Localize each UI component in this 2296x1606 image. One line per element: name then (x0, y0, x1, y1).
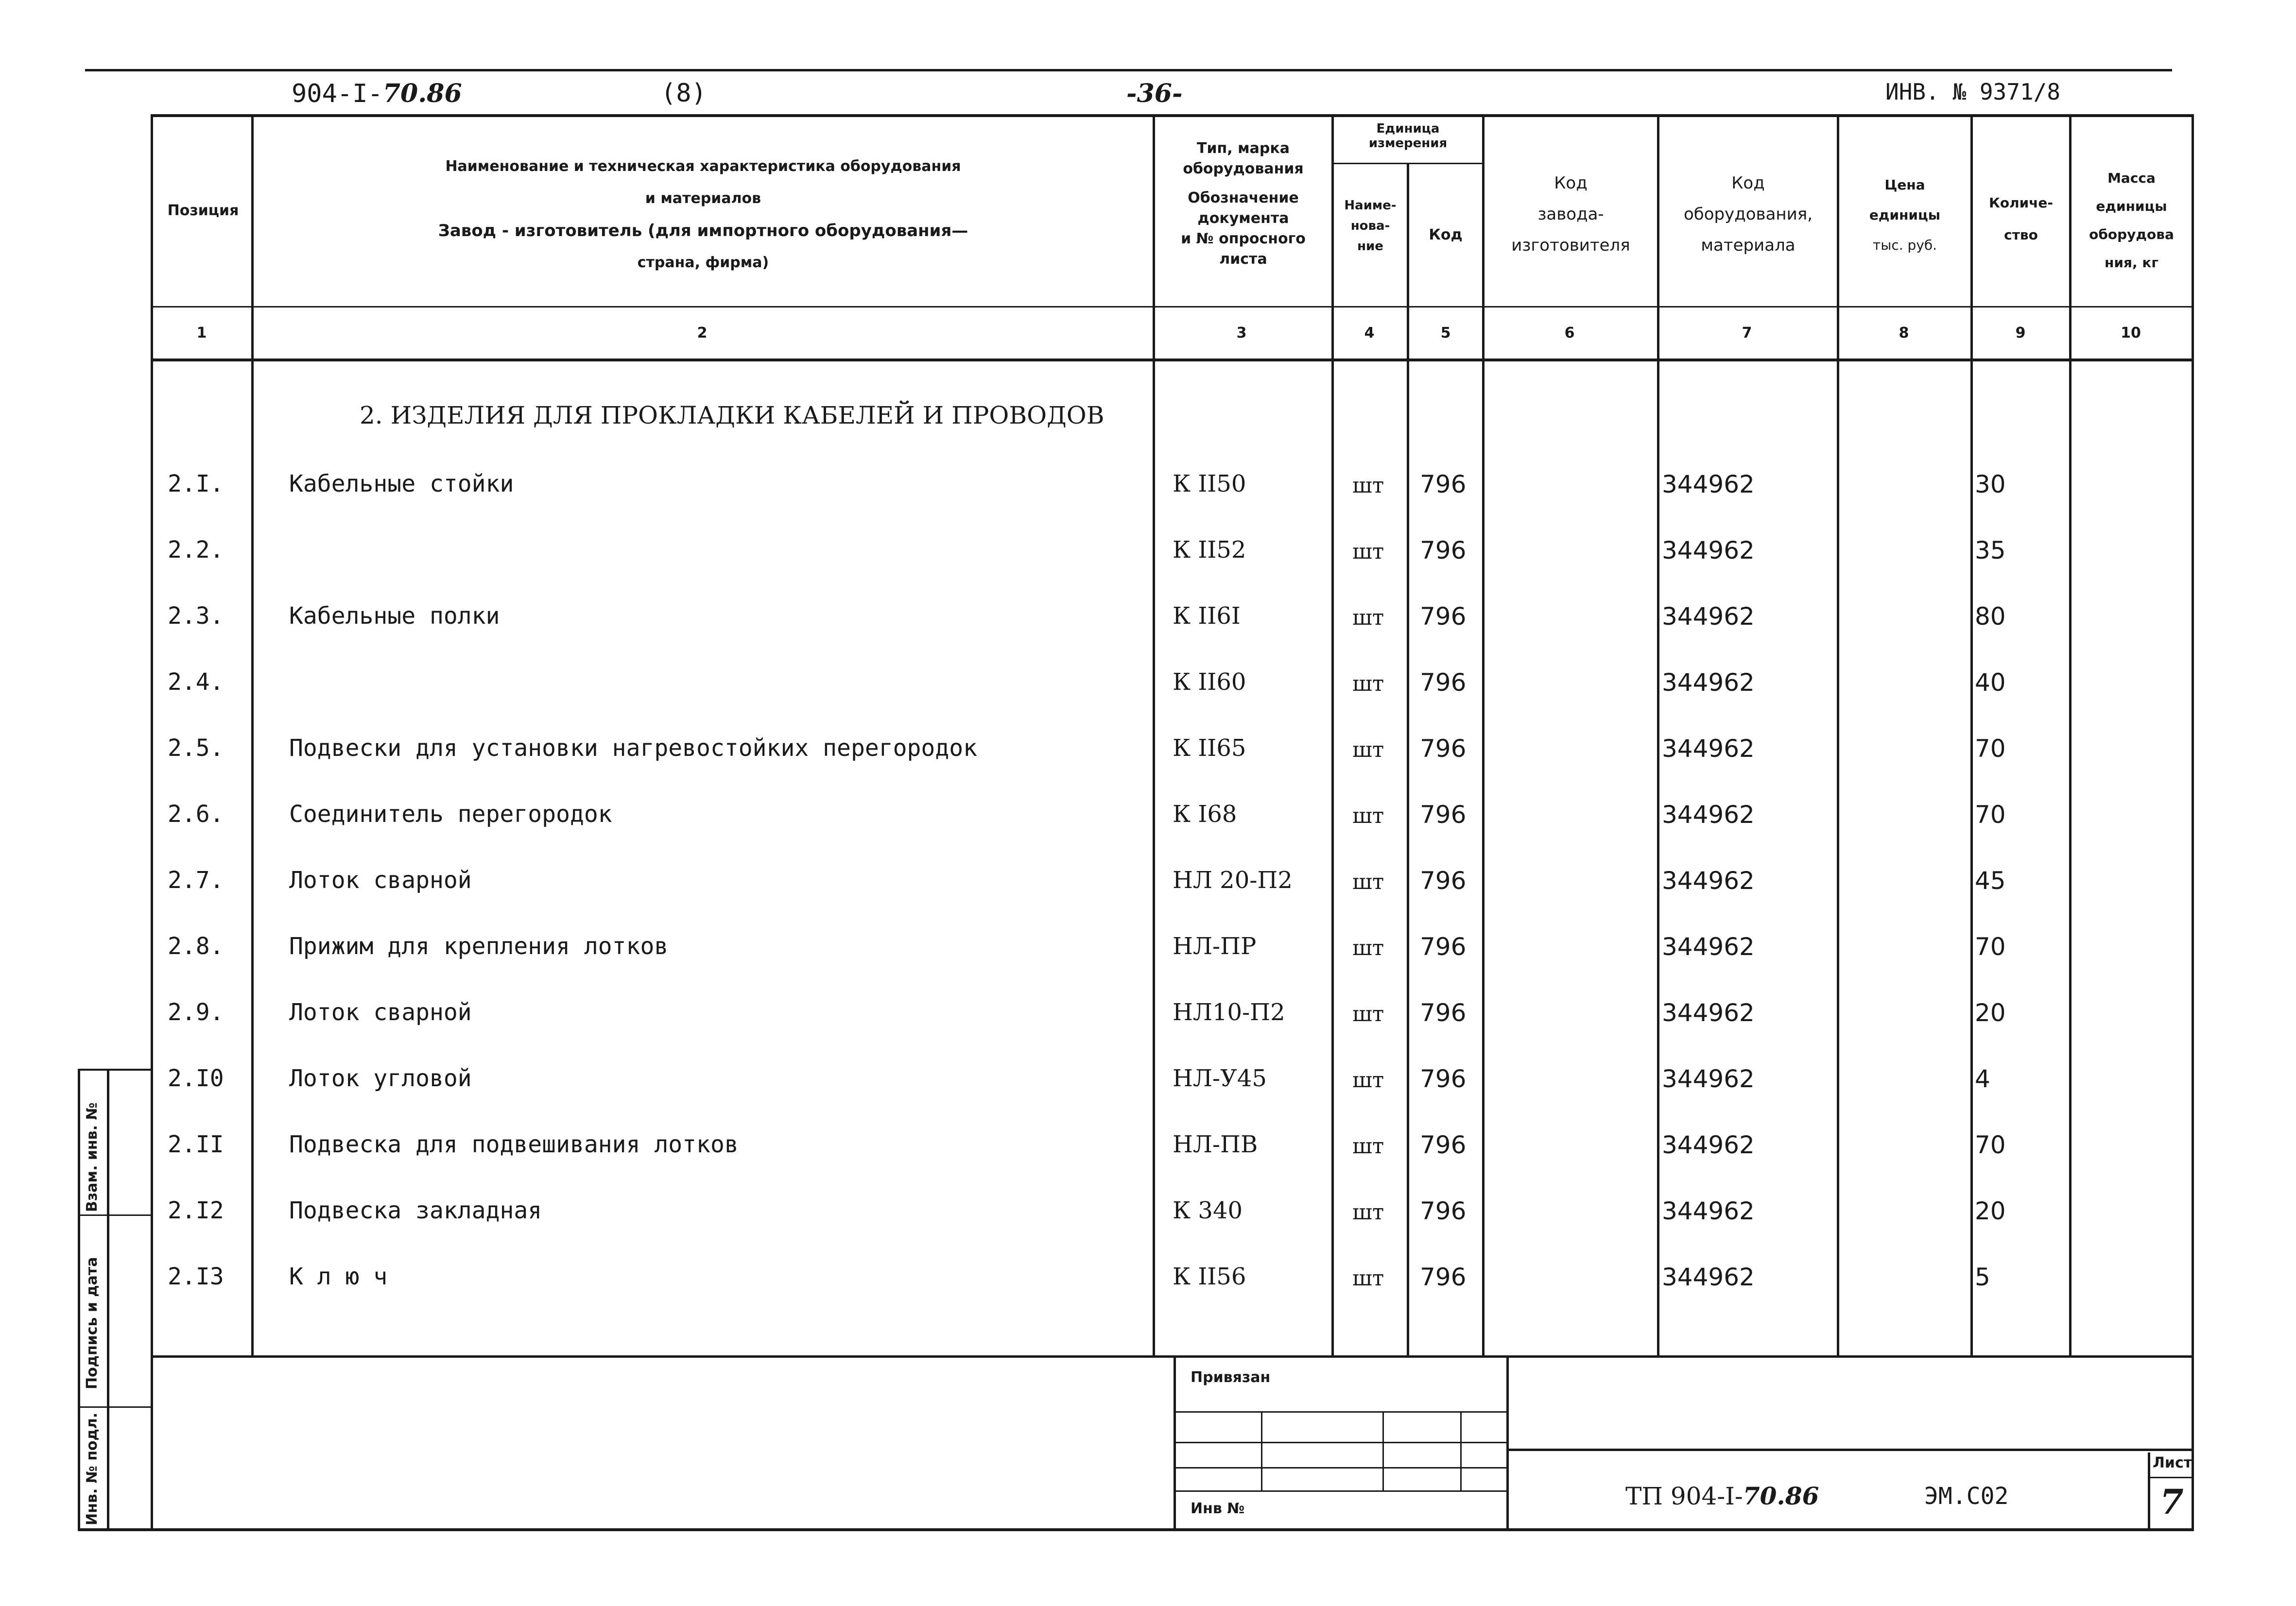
col-line-3 (1331, 114, 1334, 1355)
row-unit: шт (1352, 803, 1384, 828)
side-top (78, 1069, 153, 1071)
col-header-type-l1: Тип, марка (1197, 140, 1290, 157)
doc-paren: (8) (661, 79, 707, 108)
row-position: 2.4. (168, 668, 224, 696)
inventory-number: ИНВ. № 9371/8 (1885, 79, 2061, 105)
row-equipment-code: 344962 (1662, 933, 1755, 961)
row-unit: шт (1352, 1266, 1384, 1291)
row-unit: шт (1352, 473, 1384, 498)
col-number-6: 6 (1564, 325, 1575, 342)
row-equipment-code: 344962 (1662, 470, 1755, 498)
col-line-4 (1407, 163, 1409, 1355)
row-unit: шт (1352, 870, 1384, 894)
col-number-10: 10 (2121, 325, 2141, 342)
row-name: Подвески для установки нагревостойких перегородок (289, 735, 978, 762)
row-quantity: 70 (1975, 933, 2006, 961)
col-number-2: 2 (697, 325, 708, 342)
row-unit-code: 796 (1420, 801, 1467, 829)
col-header-units-l1: Единица (1376, 121, 1440, 136)
col-line-6 (1657, 114, 1659, 1355)
frame-left (151, 114, 153, 1531)
row-equipment-code: 344962 (1662, 999, 1755, 1027)
col-number-9: 9 (2015, 325, 2026, 342)
row-position: 2.II (168, 1131, 224, 1158)
sheet-box-left (2148, 1452, 2150, 1528)
row-type: К II52 (1173, 536, 1246, 564)
col-header-quantity (1973, 187, 2069, 251)
col-header-maker-code-l3: изготовителя (1511, 236, 1630, 255)
row-equipment-code: 344962 (1662, 1197, 1755, 1225)
row-equipment-code: 344962 (1662, 735, 1755, 763)
col-header-type (1155, 138, 1331, 270)
frame-right (2192, 114, 2194, 1531)
row-position: 2.I. (168, 470, 224, 497)
row-name: Лоток сварной (289, 867, 472, 894)
row-quantity: 35 (1975, 536, 2006, 564)
col-header-price-l2: единицы (1869, 207, 1941, 223)
col-header-maker-code-l2: завода- (1537, 205, 1604, 224)
doc-prefix: 904-I- (292, 79, 383, 108)
row-name: К л ю ч (289, 1263, 388, 1290)
stamp-block-right (1506, 1355, 1509, 1528)
row-unit: шт (1352, 936, 1384, 960)
row-name: Подвеска для подвешивания лотков (289, 1131, 739, 1158)
row-unit-code: 796 (1420, 1065, 1467, 1093)
side-label-inv-podl: Инв. № подл. (84, 1412, 101, 1525)
col-number-3: 3 (1236, 325, 1247, 342)
col-header-mass-l4: ния, кг (2105, 255, 2158, 271)
col-header-type-l5: и № опросного (1181, 230, 1306, 247)
stamp-privyazan: Привязан (1191, 1369, 1271, 1386)
col-header-units-l2: измерения (1368, 136, 1448, 151)
col-header-type-l3: Обозначение (1188, 189, 1299, 206)
col-header-name-line4: страна, фирма) (637, 254, 769, 271)
col-header-equipment-code-l2: оборудования, (1683, 205, 1813, 224)
stamp-inv-no: Инв № (1191, 1500, 1245, 1517)
row-equipment-code: 344962 (1662, 536, 1755, 564)
row-unit: шт (1352, 1068, 1384, 1093)
row-unit-code: 796 (1420, 867, 1467, 895)
row-type: К II6I (1173, 602, 1241, 630)
col-number-7: 7 (1742, 325, 1752, 342)
row-unit: шт (1352, 1134, 1384, 1159)
row-position: 2.I3 (168, 1263, 224, 1290)
row-type: НЛ-У45 (1173, 1065, 1267, 1092)
doc-number-handwritten: 70.86 (382, 79, 462, 108)
row-type: К II65 (1173, 735, 1246, 762)
col-header-unit-name-l2: нова- (1350, 219, 1390, 233)
stamp-grid-v3 (1460, 1411, 1462, 1490)
row-quantity: 80 (1975, 602, 2006, 631)
col-header-price-l1: Цена (1884, 177, 1925, 193)
row-type: НЛ-ПВ (1173, 1131, 1258, 1158)
row-name: Соединитель перегородок (289, 801, 612, 828)
doc-number (292, 79, 462, 108)
side-div-2 (78, 1406, 153, 1408)
col-number-5: 5 (1440, 325, 1451, 342)
title-block-line (1509, 1449, 2194, 1451)
col-header-unit-name (1334, 195, 1407, 256)
col-header-price-l3: тыс. руб. (1872, 237, 1937, 253)
doc-code-handwritten: 70.86 (1743, 1482, 1819, 1510)
row-equipment-code: 344962 (1662, 1263, 1755, 1291)
row-type: НЛ 20-П2 (1173, 867, 1293, 894)
row-quantity: 20 (1975, 999, 2006, 1027)
frame-bottom (151, 1528, 2194, 1531)
side-bottom (78, 1528, 153, 1531)
row-quantity: 40 (1975, 668, 2006, 697)
row-type: К 340 (1173, 1197, 1243, 1224)
row-name: Подвеска закладная (289, 1197, 542, 1224)
doc-code-suffix: ЭМ.С02 (1924, 1483, 2009, 1510)
row-type: К I68 (1173, 801, 1237, 828)
col-header-name-line2: и материалов (645, 190, 761, 207)
row-position: 2.3. (168, 602, 224, 630)
row-equipment-code: 344962 (1662, 867, 1755, 895)
col-header-type-l4: документа (1197, 210, 1289, 227)
row-equipment-code: 344962 (1662, 801, 1755, 829)
doc-code (1625, 1482, 1819, 1510)
stamp-top-line (151, 1355, 2194, 1358)
row-unit-code: 796 (1420, 1131, 1467, 1159)
row-quantity: 70 (1975, 801, 2006, 829)
stamp-grid-v2 (1382, 1411, 1384, 1490)
col-line-8 (1970, 114, 1973, 1355)
row-quantity: 30 (1975, 470, 2006, 498)
row-unit-code: 796 (1420, 470, 1467, 498)
row-unit: шт (1352, 605, 1384, 630)
col-header-equipment-code (1659, 168, 1837, 261)
row-name: Лоток угловой (289, 1065, 472, 1092)
row-unit: шт (1352, 1200, 1384, 1225)
row-unit: шт (1352, 1002, 1384, 1026)
row-quantity: 20 (1975, 1197, 2006, 1225)
col-header-price (1839, 170, 1970, 260)
col-header-equipment-code-l1: Код (1731, 173, 1765, 193)
row-position: 2.9. (168, 999, 224, 1026)
row-type: К II60 (1173, 668, 1246, 696)
side-inner (107, 1069, 109, 1531)
row-unit-code: 796 (1420, 735, 1467, 763)
row-quantity: 5 (1975, 1263, 1990, 1291)
row-name: Лоток сварной (289, 999, 472, 1026)
side-label-vzam: Взам. инв. № (84, 1102, 101, 1212)
col-line-9 (2069, 114, 2072, 1355)
page-marker: -36- (1126, 79, 1183, 108)
col-line-5 (1482, 114, 1485, 1355)
row-equipment-code: 344962 (1662, 1065, 1755, 1093)
row-name: Кабельные полки (289, 602, 500, 630)
row-unit-code: 796 (1420, 602, 1467, 631)
row-position: 2.I2 (168, 1197, 224, 1224)
row-unit-code: 796 (1420, 668, 1467, 697)
col-header-name (254, 151, 1153, 279)
row-type: НЛ-ПР (1173, 933, 1257, 960)
col-header-maker-code (1485, 168, 1657, 261)
row-quantity: 45 (1975, 867, 2006, 895)
col-line-7 (1837, 114, 1839, 1355)
col-header-position: Позиция (167, 202, 239, 219)
stamp-grid-1 (1176, 1411, 1506, 1413)
row-unit-code: 796 (1420, 1197, 1467, 1225)
row-unit-code: 796 (1420, 536, 1467, 564)
row-position: 2.6. (168, 801, 224, 828)
row-equipment-code: 344962 (1662, 1131, 1755, 1159)
column-number-line (151, 359, 2194, 361)
col-header-name-line3: Завод - изготовитель (для импортного оборудования— (438, 221, 968, 240)
row-type: НЛ10-П2 (1173, 999, 1285, 1026)
col-header-units (1334, 121, 1482, 151)
col-header-type-l2: оборудования (1183, 160, 1304, 177)
row-unit: шт (1352, 671, 1384, 696)
frame-top (151, 114, 2194, 117)
row-quantity: 70 (1975, 1131, 2006, 1159)
col-header-unit-code: Код (1429, 226, 1463, 243)
row-type: К II50 (1173, 470, 1246, 497)
col-header-mass-l1: Масса (2107, 170, 2156, 186)
col-header-quantity-l1: Количе- (1988, 195, 2054, 211)
header-bottom-line (151, 306, 2194, 308)
col-header-type-l6: листа (1219, 251, 1267, 268)
col-line-2 (1153, 114, 1155, 1355)
row-unit-code: 796 (1420, 1263, 1467, 1291)
col-header-name-line1: Наименование и техническая характеристика оборудования (445, 158, 961, 175)
row-unit: шт (1352, 737, 1384, 762)
sheet-number: 7 (2160, 1482, 2184, 1522)
doc-code-prefix: ТП 904-I- (1625, 1482, 1743, 1510)
col-header-equipment-code-l3: материала (1701, 236, 1795, 255)
col-header-mass-l3: оборудова (2089, 226, 2174, 242)
col-number-1: 1 (196, 325, 207, 342)
row-unit-code: 796 (1420, 933, 1467, 961)
col-header-maker-code-l1: Код (1554, 173, 1588, 193)
row-position: 2.2. (168, 536, 224, 564)
col-header-quantity-l2: ство (2004, 227, 2038, 243)
row-unit: шт (1352, 539, 1384, 564)
row-quantity: 4 (1975, 1065, 1990, 1093)
col-number-8: 8 (1899, 325, 1909, 342)
row-position: 2.I0 (168, 1065, 224, 1092)
col-header-mass-l2: единицы (2096, 198, 2167, 214)
col-line-1 (251, 114, 254, 1355)
col-number-4: 4 (1364, 325, 1375, 342)
row-quantity: 70 (1975, 735, 2006, 763)
row-position: 2.5. (168, 735, 224, 762)
col-header-unit-name-l1: Наиме- (1344, 198, 1397, 213)
section-title: 2. ИЗДЕЛИЯ ДЛЯ ПРОКЛАДКИ КАБЕЛЕЙ И ПРОВОДОВ (360, 401, 1105, 429)
row-equipment-code: 344962 (1662, 602, 1755, 631)
row-position: 2.7. (168, 867, 224, 894)
row-name: Кабельные стойки (289, 470, 514, 497)
sheet-label: Лист (2153, 1454, 2192, 1471)
col-header-unit-name-l3: ние (1357, 239, 1383, 254)
side-label-podpis: Подпись и дата (84, 1257, 101, 1389)
row-position: 2.8. (168, 933, 224, 960)
stamp-grid-3 (1176, 1467, 1506, 1469)
side-div-1 (78, 1214, 153, 1216)
col-header-mass (2072, 164, 2192, 277)
row-unit-code: 796 (1420, 999, 1467, 1027)
row-type: К II56 (1173, 1263, 1246, 1290)
row-equipment-code: 344962 (1662, 668, 1755, 697)
stamp-grid-v1 (1261, 1411, 1262, 1490)
side-left (78, 1069, 80, 1531)
row-name: Прижим для крепления лотков (289, 933, 669, 960)
stamp-grid-2 (1176, 1442, 1506, 1443)
sheet-box-divider (2148, 1477, 2194, 1478)
stamp-grid-4 (1176, 1490, 1506, 1492)
